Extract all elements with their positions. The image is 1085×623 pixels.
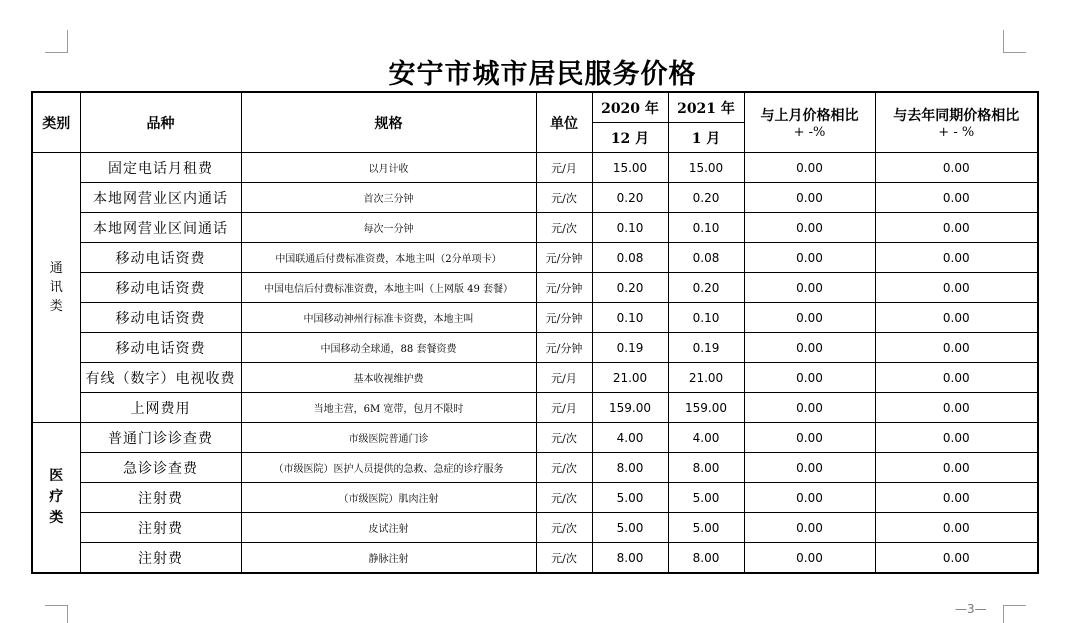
row-change-mom: 0.00 [744,393,875,423]
row-price-curr: 8.00 [668,543,744,574]
row-change-yoy: 0.00 [875,213,1038,243]
row-unit: 元/次 [536,423,592,453]
table-row [32,453,1038,483]
row-change-mom: 0.00 [744,333,875,363]
row-price-prev: 0.10 [592,303,668,333]
page-title: 安宁市城市居民服务价格 [388,59,697,90]
header-variety: 品种 [80,92,241,153]
header-yoy-unit: + - % [938,125,975,140]
row-spec: 中国移动神州行标准卡资费，本地主叫 [241,303,536,333]
row-unit: 元/分钟 [536,303,592,333]
header-year-curr: 2021 年 [668,92,744,123]
row-spec: 静脉注射 [241,543,536,574]
row-change-yoy: 0.00 [875,363,1038,393]
row-price-prev: 0.10 [592,213,668,243]
row-price-curr: 15.00 [668,153,744,183]
row-price-prev: 0.19 [592,333,668,363]
row-change-yoy: 0.00 [875,333,1038,363]
table-row [32,543,1038,574]
row-unit: 元/次 [536,183,592,213]
row-price-prev: 5.00 [592,513,668,543]
table-row [32,393,1038,423]
header-mom-unit: + -% [793,125,826,140]
row-price-curr: 4.00 [668,423,744,453]
crop-mark-bottom-right [1003,605,1026,623]
row-unit: 元/月 [536,153,592,183]
row-change-mom: 0.00 [744,363,875,393]
row-change-yoy: 0.00 [875,483,1038,513]
row-unit: 元/次 [536,213,592,243]
row-name: 本地网营业区间通话 [80,213,241,243]
row-spec: （市级医院）医护人员提供的急救、急症的诊疗服务 [241,453,536,483]
row-name: 急诊诊查费 [80,453,241,483]
row-spec: （市级医院）肌肉注射 [241,483,536,513]
row-unit: 元/次 [536,543,592,574]
row-spec: 首次三分钟 [241,183,536,213]
row-price-curr: 0.10 [668,303,744,333]
row-change-mom: 0.00 [744,483,875,513]
row-change-yoy: 0.00 [875,303,1038,333]
row-price-prev: 0.20 [592,183,668,213]
row-spec: 皮试注射 [241,513,536,543]
row-change-yoy: 0.00 [875,513,1038,543]
table-row [32,363,1038,393]
row-price-curr: 0.19 [668,333,744,363]
row-spec: 中国联通后付费标准资费，本地主叫（2分单项卡） [241,243,536,273]
row-name: 移动电话资费 [80,303,241,333]
header-yoy [875,92,1038,153]
table-row [32,153,1038,183]
row-change-yoy: 0.00 [875,273,1038,303]
row-price-prev: 0.08 [592,243,668,273]
row-name: 上网费用 [80,393,241,423]
page-number: —3— [955,602,987,616]
table-row [32,303,1038,333]
header-year-prev: 2020 年 [592,92,668,123]
row-price-curr: 0.20 [668,183,744,213]
row-change-yoy: 0.00 [875,453,1038,483]
row-price-prev: 5.00 [592,483,668,513]
row-change-mom: 0.00 [744,303,875,333]
row-price-curr: 21.00 [668,363,744,393]
row-name: 注射费 [80,543,241,574]
price-table [31,91,1039,574]
row-price-prev: 8.00 [592,543,668,574]
table-row [32,273,1038,303]
header-unit: 单位 [536,92,592,153]
header-month-prev: 12 月 [592,123,668,153]
crop-mark-bottom-left [45,605,68,623]
header-spec: 规格 [241,92,536,153]
header-yoy-label: 与去年同期价格相比 [893,108,1020,124]
row-name: 普通门诊诊查费 [80,423,241,453]
row-change-yoy: 0.00 [875,393,1038,423]
row-price-prev: 159.00 [592,393,668,423]
row-change-yoy: 0.00 [875,183,1038,213]
row-price-curr: 8.00 [668,453,744,483]
row-unit: 元/次 [536,453,592,483]
row-price-prev: 8.00 [592,453,668,483]
row-price-curr: 0.10 [668,213,744,243]
row-price-prev: 0.20 [592,273,668,303]
row-price-curr: 159.00 [668,393,744,423]
row-name: 移动电话资费 [80,273,241,303]
row-change-yoy: 0.00 [875,423,1038,453]
category-telecom: 通 讯 类 [32,153,80,423]
row-unit: 元/分钟 [536,243,592,273]
row-change-mom: 0.00 [744,423,875,453]
row-name: 有线（数字）电视收费 [80,363,241,393]
table-row [32,243,1038,273]
row-spec: 以月计收 [241,153,536,183]
header-row-1 [32,92,1038,123]
row-change-mom: 0.00 [744,543,875,574]
row-name: 本地网营业区内通话 [80,183,241,213]
row-unit: 元/次 [536,483,592,513]
row-change-mom: 0.00 [744,453,875,483]
table-row [32,213,1038,243]
table-row [32,333,1038,363]
row-change-mom: 0.00 [744,513,875,543]
row-change-yoy: 0.00 [875,243,1038,273]
row-unit: 元/分钟 [536,273,592,303]
table-row [32,183,1038,213]
header-category: 类别 [32,92,80,153]
row-spec: 中国电信后付费标准资费，本地主叫（上网版 49 套餐） [241,273,536,303]
row-unit: 元/分钟 [536,333,592,363]
header-mom [744,92,875,153]
row-change-mom: 0.00 [744,213,875,243]
row-change-mom: 0.00 [744,273,875,303]
crop-mark-top-left [45,30,68,53]
row-spec: 基本收视维护费 [241,363,536,393]
row-change-yoy: 0.00 [875,153,1038,183]
row-name: 移动电话资费 [80,333,241,363]
row-name: 注射费 [80,483,241,513]
row-unit: 元/月 [536,363,592,393]
row-price-curr: 5.00 [668,513,744,543]
row-change-mom: 0.00 [744,153,875,183]
row-price-prev: 4.00 [592,423,668,453]
row-name: 固定电话月租费 [80,153,241,183]
row-price-curr: 5.00 [668,483,744,513]
row-spec: 每次一分钟 [241,213,536,243]
row-price-curr: 0.08 [668,243,744,273]
row-name: 注射费 [80,513,241,543]
row-name: 移动电话资费 [80,243,241,273]
row-price-prev: 15.00 [592,153,668,183]
row-unit: 元/次 [536,513,592,543]
row-unit: 元/月 [536,393,592,423]
table-row [32,513,1038,543]
table-row [32,483,1038,513]
category-medical: 医 疗 类 [32,423,80,574]
row-change-mom: 0.00 [744,243,875,273]
row-change-yoy: 0.00 [875,543,1038,574]
row-spec: 当地主营，6M 宽带，包月不限时 [241,393,536,423]
header-month-curr: 1 月 [668,123,744,153]
row-price-prev: 21.00 [592,363,668,393]
row-spec: 中国移动全球通，88 套餐资费 [241,333,536,363]
crop-mark-top-right [1003,30,1026,53]
row-change-mom: 0.00 [744,183,875,213]
table-row [32,423,1038,453]
header-mom-label: 与上月价格相比 [760,108,859,124]
row-spec: 市级医院普通门诊 [241,423,536,453]
row-price-curr: 0.20 [668,273,744,303]
